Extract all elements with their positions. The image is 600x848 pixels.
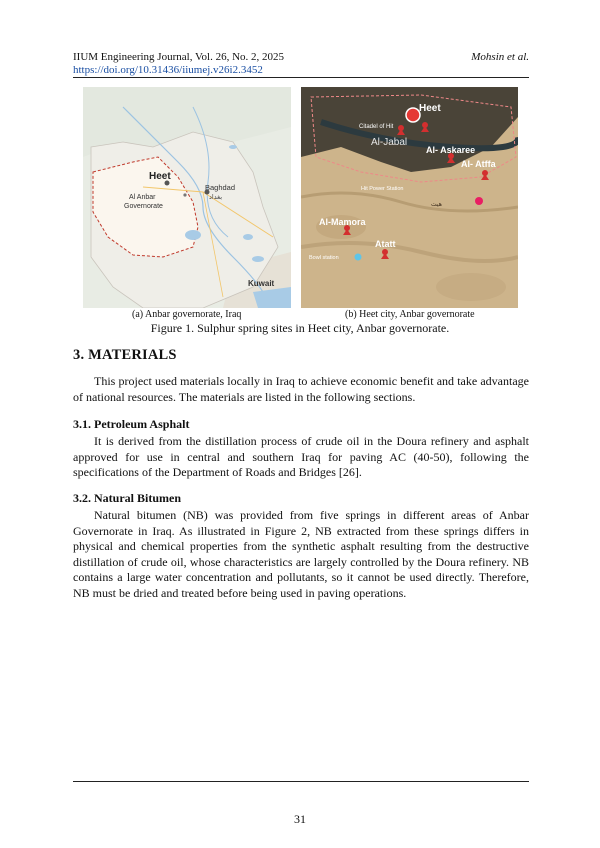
label-governorate: Governorate [124, 203, 163, 210]
label-baghdad: Baghdad [205, 183, 236, 192]
footer-divider [73, 781, 529, 782]
figure-caption: Figure 1. Sulphur spring sites in Heet city, Anbar governorate. [150, 321, 450, 335]
doi-link[interactable]: https://doi.org/10.31436/iiumej.v26i2.3452 [73, 64, 263, 76]
subcaption-a: (a) Anbar governorate, Iraq [132, 309, 242, 320]
label-heet: Heet [149, 171, 171, 182]
figure-1a-map [83, 87, 291, 308]
section-3-1-paragraph: It is derived from the distillation process of crude oil in the Doura refinery and asphalt approved for use in central and southern Iraq for paving AC (40-50), following the specifications of the Department of Roads and Bridges [26]. [73, 434, 529, 479]
label-poi: Bowl station [309, 255, 339, 261]
label-al-mamora: Al-Mamora [319, 217, 366, 227]
label-station: Hit Power Station [361, 186, 404, 192]
map-pin-heet-icon [406, 108, 420, 122]
heet-satellite-graphic [301, 87, 518, 308]
label-al-askaree: Al- Askaree [426, 145, 476, 155]
label-heet-b: Heet [419, 103, 441, 114]
label-atatt: Atatt [375, 239, 396, 249]
section-3-1-heading: 3.1. Petroleum Asphalt [73, 417, 190, 431]
running-authors: Mohsin et al. [471, 51, 529, 63]
section-3-2-paragraph: Natural bitumen (NB) was provided from five springs in different areas of Anbar Governorate in Iraq. As illustrated in Figure 2, NB extracted from these springs differs in physical and chemical properties from the synthetic asphalt resulting from the destructive distillation of crude oil, whose characteristics are largely controlled by the Doura refinery. NB contains a large water concentration and pollutants, so it cannot be used directly. Therefore, NB must be dried and treated before being used in paving operations. [73, 508, 529, 600]
journal-title: IIUM Engineering Journal, Vol. 26, No. 2, 2025 [73, 51, 285, 63]
figure-1b-satellite [301, 87, 518, 308]
label-arabic-place: هيت [431, 202, 442, 208]
section-3-heading: 3. MATERIALS [73, 347, 177, 363]
section-3-paragraph: This project used materials locally in Iraq to achieve economic benefit and take advantage of national resources. The materials are listed in the following sections. [73, 374, 529, 404]
label-al-anbar: Al Anbar [129, 194, 156, 201]
section-3-2-heading: 3.2. Natural Bitumen [73, 491, 181, 505]
label-baghdad-arabic: بغداد [209, 194, 223, 201]
label-citadel: Citadel of Hit [359, 124, 394, 130]
subcaption-b: (b) Heet city, Anbar governorate [345, 309, 475, 320]
label-al-atffa: Al- Atffa [461, 159, 496, 169]
label-al-jabal: Al-Jabal [371, 137, 408, 148]
header-divider [73, 77, 529, 78]
iraq-map-graphic [83, 87, 291, 308]
page-number: 31 [294, 812, 306, 826]
label-kuwait: Kuwait [248, 279, 275, 288]
